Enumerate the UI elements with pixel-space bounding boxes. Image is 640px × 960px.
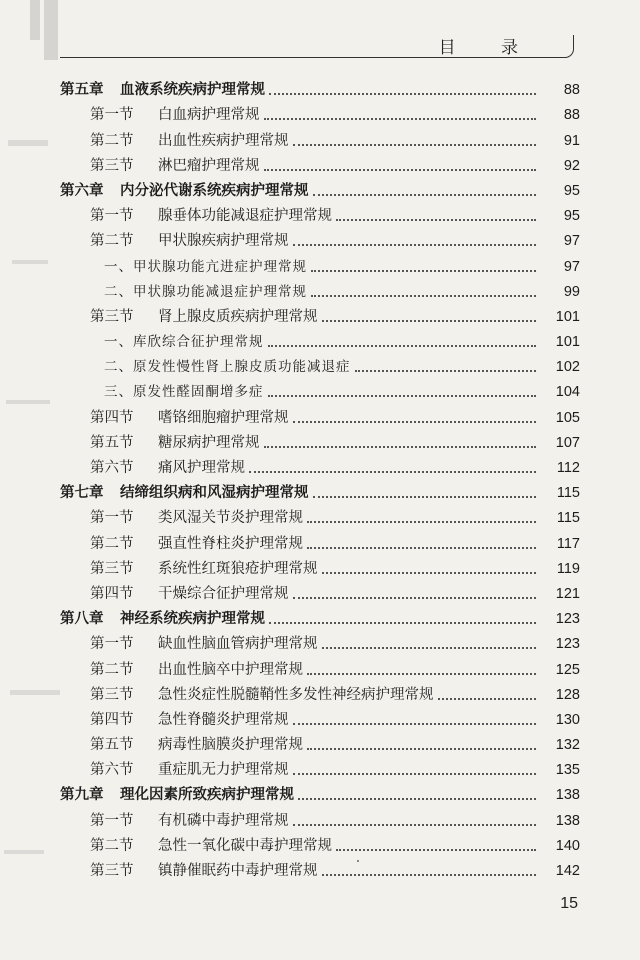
toc-entry-section xyxy=(60,301,580,326)
toc-entry-title: 结缔组织病和风湿病护理常规 xyxy=(120,485,309,502)
toc-entry-number: 第四节 xyxy=(90,711,134,728)
toc-entry-number: 第五节 xyxy=(90,434,134,451)
table-of-contents xyxy=(60,74,580,880)
toc-entry-page: 105 xyxy=(555,409,580,426)
toc-entry-title: 二、原发性慢性肾上腺皮质功能减退症 xyxy=(104,359,351,376)
toc-entry-section xyxy=(60,729,580,754)
toc-entry-section xyxy=(60,527,580,552)
toc-entry-number: 第二节 xyxy=(90,132,134,149)
toc-entry-title: 二、甲状腺功能减退症护理常规 xyxy=(104,283,307,300)
toc-entry-title: 白血病护理常规 xyxy=(158,107,260,124)
dot-leader xyxy=(268,345,537,347)
toc-entry-page: 135 xyxy=(555,762,580,779)
dot-leader xyxy=(307,547,536,549)
dot-leader xyxy=(293,773,537,775)
toc-entry-page: 125 xyxy=(555,661,580,678)
header-hook-ornament xyxy=(563,35,574,58)
toc-entry-page: 101 xyxy=(555,334,580,351)
stray-dot xyxy=(357,860,359,862)
toc-entry-title: 出血性疾病护理常规 xyxy=(158,132,289,149)
toc-entry-number: 第八章 xyxy=(60,611,104,628)
toc-entry-title: 一、甲状腺功能亢进症护理常规 xyxy=(104,258,307,275)
dot-leader xyxy=(336,219,536,221)
toc-entry-page: 102 xyxy=(555,359,580,376)
toc-entry-label xyxy=(60,837,332,855)
toc-entry-title: 三、原发性醛固酮增多症 xyxy=(104,384,264,401)
header-title: 目 录 xyxy=(438,38,538,58)
toc-entry-chapter xyxy=(60,603,580,628)
toc-entry-section xyxy=(60,653,580,678)
toc-entry-chapter xyxy=(60,175,580,200)
toc-entry-number: 第一节 xyxy=(90,107,134,124)
toc-entry-number: 第三节 xyxy=(90,157,134,174)
toc-entry-chapter xyxy=(60,779,580,804)
dot-leader xyxy=(249,471,536,473)
toc-entry-sub xyxy=(60,250,580,275)
toc-entry-title: 神经系统疾病护理常规 xyxy=(120,611,265,628)
toc-entry-label xyxy=(60,182,309,200)
toc-entry-page: 138 xyxy=(555,787,580,804)
toc-entry-page: 119 xyxy=(556,560,580,577)
toc-entry-section xyxy=(60,830,580,855)
header-rule xyxy=(60,57,566,58)
toc-entry-page: 97 xyxy=(563,233,580,250)
toc-entry-sub xyxy=(60,376,580,401)
dot-leader xyxy=(264,169,537,171)
toc-entry-section xyxy=(60,225,580,250)
toc-entry-page: 142 xyxy=(555,863,580,879)
toc-entry-sub xyxy=(60,326,580,351)
toc-entry-label xyxy=(60,484,309,502)
dot-leader xyxy=(293,144,537,146)
toc-entry-title: 系统性红斑狼疮护理常规 xyxy=(158,560,318,577)
toc-entry-number: 第二节 xyxy=(90,661,134,678)
dot-leader xyxy=(293,597,537,599)
toc-entry-title: 强直性脊柱炎护理常规 xyxy=(158,535,303,552)
dot-leader xyxy=(311,270,536,272)
toc-entry-number: 第三节 xyxy=(90,863,134,879)
toc-entry-page: 88 xyxy=(563,107,580,124)
toc-entry-page: 123 xyxy=(555,611,580,628)
toc-entry-page: 97 xyxy=(563,258,580,275)
toc-entry-title: 甲状腺疾病护理常规 xyxy=(158,233,289,250)
toc-entry-number: 第一节 xyxy=(90,636,134,653)
toc-entry-section xyxy=(60,124,580,149)
dot-leader xyxy=(336,849,536,851)
dot-leader xyxy=(264,446,537,448)
toc-entry-section xyxy=(60,401,580,426)
dot-leader xyxy=(322,874,537,876)
toc-entry-section xyxy=(60,99,580,124)
page-header xyxy=(60,30,580,58)
dot-leader xyxy=(322,572,537,574)
toc-entry-label xyxy=(60,535,303,553)
dot-leader xyxy=(307,748,536,750)
toc-entry-number: 第六节 xyxy=(90,460,134,476)
toc-entry-label xyxy=(60,383,264,401)
page-number: 15 xyxy=(560,895,578,912)
toc-entry-section xyxy=(60,553,580,578)
toc-entry-label xyxy=(60,132,289,150)
toc-entry-title: 腺垂体功能减退症护理常规 xyxy=(158,208,332,225)
toc-entry-section xyxy=(60,754,580,779)
toc-entry-page: 107 xyxy=(555,434,580,451)
toc-entry-label xyxy=(60,308,318,326)
toc-entry-section xyxy=(60,452,580,477)
toc-entry-page: 115 xyxy=(556,485,580,502)
dot-leader xyxy=(269,622,536,624)
toc-entry-label xyxy=(60,686,434,704)
toc-entry-section xyxy=(60,578,580,603)
toc-entry-label xyxy=(60,434,260,452)
toc-entry-number: 第一节 xyxy=(90,208,134,225)
toc-entry-label xyxy=(60,358,351,376)
toc-entry-label xyxy=(60,232,289,250)
toc-entry-title: 出血性脑卒中护理常规 xyxy=(158,661,303,678)
toc-entry-label xyxy=(60,711,289,729)
toc-entry-label xyxy=(60,661,303,679)
toc-entry-page: 95 xyxy=(563,208,580,225)
dot-leader xyxy=(268,395,537,397)
toc-entry-page: 140 xyxy=(555,837,580,854)
toc-entry-number: 第九章 xyxy=(60,787,104,804)
toc-entry-section xyxy=(60,150,580,175)
toc-entry-number: 第二节 xyxy=(90,535,134,552)
toc-entry-number: 第三节 xyxy=(90,560,134,577)
toc-entry-sub xyxy=(60,276,580,301)
dot-leader xyxy=(307,521,536,523)
toc-entry-label xyxy=(60,862,318,880)
dot-leader xyxy=(355,370,537,372)
toc-entry-chapter xyxy=(60,74,580,99)
toc-entry-label xyxy=(60,560,318,578)
toc-entry-section xyxy=(60,679,580,704)
toc-entry-title: 淋巴瘤护理常规 xyxy=(158,157,260,174)
toc-entry-page: 128 xyxy=(555,686,580,703)
dot-leader xyxy=(269,93,536,95)
toc-entry-title: 理化因素所致疾病护理常规 xyxy=(120,787,294,804)
dot-leader xyxy=(438,698,537,700)
toc-entry-title: 有机磷中毒护理常规 xyxy=(158,812,289,829)
toc-entry-number: 第二节 xyxy=(90,233,134,250)
toc-entry-title: 嗜铬细胞瘤护理常规 xyxy=(158,409,289,426)
toc-entry-chapter xyxy=(60,477,580,502)
toc-entry-page: 121 xyxy=(555,585,580,602)
toc-entry-page: 104 xyxy=(555,384,580,401)
dot-leader xyxy=(307,673,536,675)
dot-leader xyxy=(313,194,537,196)
toc-entry-title: 肾上腺皮质疾病护理常规 xyxy=(158,308,318,325)
toc-entry-label xyxy=(60,207,332,225)
toc-entry-label xyxy=(60,812,289,830)
toc-entry-label xyxy=(60,610,265,628)
toc-entry-number: 第六章 xyxy=(60,182,104,199)
toc-entry-number: 第六节 xyxy=(90,762,134,779)
toc-entry-title: 干燥综合征护理常规 xyxy=(158,585,289,602)
dot-leader xyxy=(313,496,537,498)
toc-entry-page: 117 xyxy=(556,535,580,552)
toc-entry-page: 91 xyxy=(563,132,580,149)
toc-entry-sub xyxy=(60,351,580,376)
dot-leader xyxy=(322,320,537,322)
dot-leader xyxy=(311,295,536,297)
dot-leader xyxy=(293,244,537,246)
toc-entry-number: 第一节 xyxy=(90,510,134,527)
toc-entry-title: 病毒性脑膜炎护理常规 xyxy=(158,737,303,754)
toc-entry-title: 内分泌代谢系统疾病护理常规 xyxy=(120,182,309,199)
toc-entry-page: 130 xyxy=(555,711,580,728)
toc-entry-number: 第五章 xyxy=(60,82,104,99)
toc-entry-label xyxy=(60,761,289,779)
toc-entry-label xyxy=(60,635,318,653)
toc-entry-label xyxy=(60,258,307,276)
toc-entry-number: 第三节 xyxy=(90,686,134,703)
toc-entry-title: 急性脊髓炎护理常规 xyxy=(158,711,289,728)
toc-entry-title: 缺血性脑血管病护理常规 xyxy=(158,636,318,653)
toc-entry-page: 138 xyxy=(555,812,580,829)
toc-entry-title: 一、库欣综合征护理常规 xyxy=(104,334,264,351)
toc-entry-section xyxy=(60,704,580,729)
toc-entry-page: 112 xyxy=(556,460,580,476)
dot-leader xyxy=(264,118,537,120)
toc-entry-label xyxy=(60,333,264,351)
dot-leader xyxy=(293,824,537,826)
toc-entry-number: 第一节 xyxy=(90,812,134,829)
dot-leader xyxy=(298,798,536,800)
toc-entry-label xyxy=(60,786,294,804)
toc-entry-title: 急性一氧化碳中毒护理常规 xyxy=(158,837,332,854)
toc-entry-title: 血液系统疾病护理常规 xyxy=(120,82,265,99)
toc-entry-page: 101 xyxy=(555,308,580,325)
dot-leader xyxy=(293,723,537,725)
toc-entry-title: 糖尿病护理常规 xyxy=(158,434,260,451)
toc-entry-section xyxy=(60,427,580,452)
toc-entry-page: 123 xyxy=(555,636,580,653)
toc-entry-number: 第四节 xyxy=(90,409,134,426)
toc-entry-number: 第五节 xyxy=(90,737,134,754)
toc-entry-label xyxy=(60,585,289,603)
toc-entry-label xyxy=(60,283,307,301)
toc-entry-section xyxy=(60,855,580,880)
toc-entry-label xyxy=(60,409,289,427)
toc-entry-title: 镇静催眠药中毒护理常规 xyxy=(158,863,318,879)
toc-entry-section xyxy=(60,200,580,225)
toc-entry-number: 第二节 xyxy=(90,837,134,854)
toc-entry-title: 类风湿关节炎护理常规 xyxy=(158,510,303,527)
dot-leader xyxy=(293,421,537,423)
toc-entry-label xyxy=(60,157,260,175)
toc-entry-section xyxy=(60,502,580,527)
toc-entry-label xyxy=(60,736,303,754)
toc-entry-label xyxy=(60,509,303,527)
toc-entry-label xyxy=(60,106,260,124)
toc-entry-number: 第四节 xyxy=(90,585,134,602)
toc-entry-title: 重症肌无力护理常规 xyxy=(158,762,289,779)
toc-entry-section xyxy=(60,804,580,829)
toc-entry-page: 92 xyxy=(563,157,580,174)
toc-entry-title: 痛风护理常规 xyxy=(158,460,245,476)
toc-entry-number: 第七章 xyxy=(60,485,104,502)
toc-entry-page: 115 xyxy=(556,510,580,527)
toc-entry-title: 急性炎症性脱髓鞘性多发性神经病护理常规 xyxy=(158,686,434,703)
toc-entry-page: 88 xyxy=(563,82,580,99)
toc-entry-number: 第三节 xyxy=(90,308,134,325)
toc-entry-section xyxy=(60,628,580,653)
toc-entry-page: 132 xyxy=(555,737,580,754)
toc-entry-label xyxy=(60,81,265,99)
toc-entry-page: 99 xyxy=(563,283,580,300)
toc-entry-label xyxy=(60,459,245,477)
toc-entry-page: 95 xyxy=(563,182,580,199)
dot-leader xyxy=(322,647,537,649)
